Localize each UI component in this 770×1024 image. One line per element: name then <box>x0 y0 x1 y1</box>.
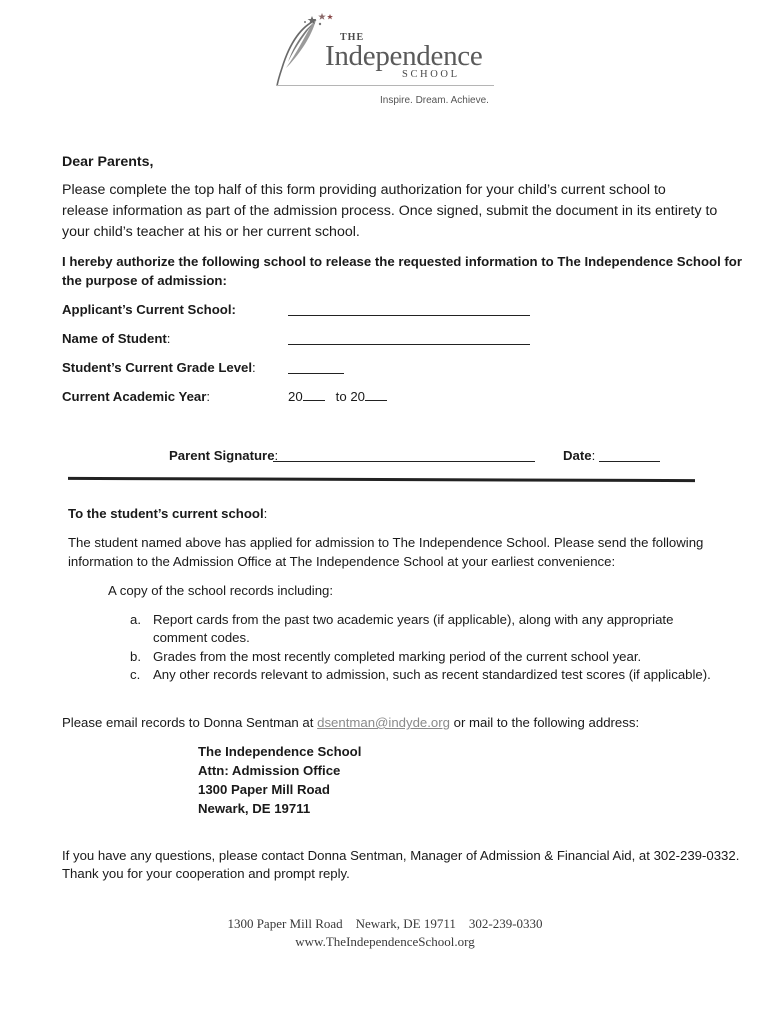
student-name-field[interactable] <box>288 330 530 345</box>
request-line-1: The student named above has applied for admission to The Independence School. Please send the following <box>68 535 704 550</box>
authorize-line-1: I hereby authorize the following school to release the requested information to The Independence School for <box>62 254 742 269</box>
current-school-field[interactable] <box>288 301 530 316</box>
grade-level-field[interactable] <box>288 359 344 374</box>
date-label: Date: <box>563 448 596 463</box>
address-line-1: The Independence School <box>198 744 362 759</box>
current-school-label: Applicant’s Current School: <box>62 302 236 317</box>
list-item-b-marker: b. <box>130 649 141 664</box>
salutation: Dear Parents, <box>62 154 154 170</box>
list-item-c-marker: c. <box>130 667 141 682</box>
list-item-a-line-2: comment codes. <box>153 630 250 645</box>
address-line-2: Attn: Admission Office <box>198 763 341 778</box>
records-intro: A copy of the school records including: <box>108 583 334 598</box>
logo-the-text: THE <box>340 32 365 43</box>
list-item-b-line-1: Grades from the most recently completed marking period of the current school year. <box>153 649 642 664</box>
logo-tagline: Inspire. Dream. Achieve. <box>380 95 489 106</box>
request-line-2: information to the Admission Office at The Independence School at your earliest convenience: <box>68 554 616 569</box>
email-instructions: Please email records to Donna Sentman at dsentman@indyde.org or mail to the following address: <box>62 715 640 730</box>
logo-name-text: Independence <box>325 40 483 72</box>
grade-level-label: Student’s Current Grade Level: <box>62 360 256 375</box>
address-line-4: Newark, DE 19711 <box>198 801 311 816</box>
logo-school-text: SCHOOL <box>402 69 460 80</box>
authorize-line-2: the purpose of admission: <box>62 273 227 288</box>
academic-year-field[interactable]: 20 to 20 <box>288 387 387 406</box>
list-item-a-line-1: Report cards from the past two academic years (if applicable), along with any appropriate <box>153 612 674 627</box>
list-item-c-line-1: Any other records relevant to admission, such as recent standardized test scores (if applicable). <box>153 667 711 682</box>
intro-line-1: Please complete the top half of this form providing authorization for your child’s current school to <box>62 182 666 198</box>
parent-signature-label: Parent Signature: <box>169 448 279 463</box>
student-name-label: Name of Student: <box>62 331 171 346</box>
address-line-3: 1300 Paper Mill Road <box>198 782 330 797</box>
intro-line-3: your child’s teacher at his or her current school. <box>62 224 360 240</box>
questions-line-1: If you have any questions, please contact Donna Sentman, Manager of Admission & Financial Aid, at 302-239-0332. <box>62 848 740 863</box>
section-divider <box>68 477 695 482</box>
school-section-heading: To the student’s current school: <box>68 506 268 521</box>
academic-year-label: Current Academic Year: <box>62 389 211 404</box>
date-field[interactable] <box>599 447 660 462</box>
email-link[interactable]: dsentman@indyde.org <box>317 715 450 730</box>
questions-line-2: Thank you for your cooperation and prompt reply. <box>62 866 350 881</box>
footer-address: 1300 Paper Mill Road Newark, DE 19711 302-239-0330 <box>227 916 543 931</box>
school-logo <box>0 0 770 120</box>
intro-line-2: release information as part of the admission process. Once signed, submit the document in its entirety to <box>62 203 718 219</box>
parent-signature-field[interactable] <box>273 447 535 462</box>
logo-rule <box>276 85 494 86</box>
footer-website: www.TheIndependenceSchool.org <box>295 934 475 949</box>
list-item-a-marker: a. <box>130 612 141 627</box>
